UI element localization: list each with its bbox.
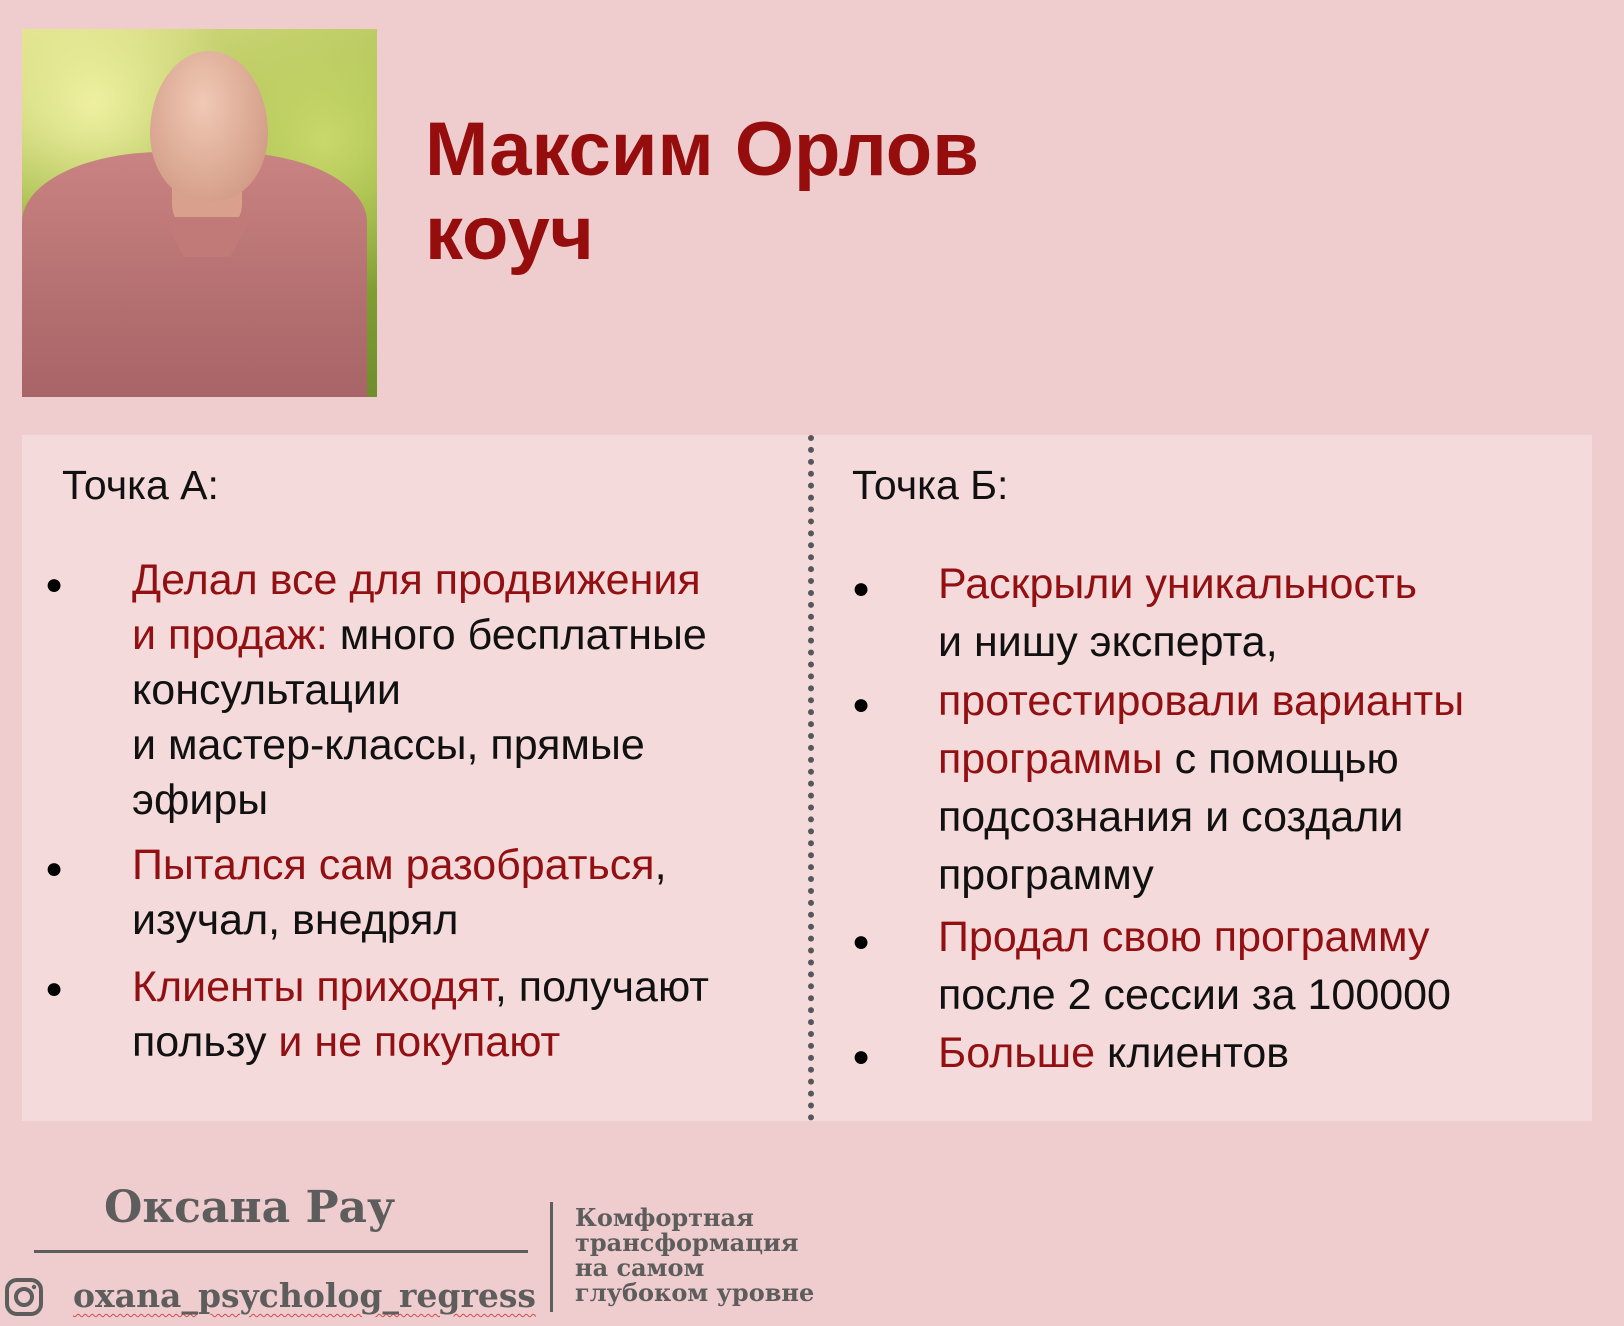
point-b-item-2-red: протестировали варианты: [938, 677, 1465, 725]
footer-divider: [550, 1202, 553, 1312]
tagline-line: на самом: [575, 1253, 705, 1282]
header-block: [425, 108, 979, 276]
bullet-icon: ●: [852, 925, 871, 958]
profile-photo: [22, 29, 377, 397]
column-divider: [808, 435, 814, 1121]
point-b-item-2-black: с помощью: [1162, 735, 1399, 783]
tagline-line: трансформация: [575, 1228, 799, 1257]
point-a-item-1-black: много бесплатные: [327, 611, 707, 659]
point-a-item-2-red: Пытался сам разобраться: [132, 841, 655, 889]
instagram-handle[interactable]: oxana_psycholog_regress: [73, 1276, 536, 1315]
bullet-icon: ●: [852, 688, 871, 721]
point-a-item-3-black: , получают: [494, 963, 709, 1011]
person-role: коуч: [425, 191, 594, 276]
brand-name: Оксана Рау: [104, 1182, 396, 1233]
point-b-item-2: [938, 672, 1464, 904]
point-a-item-3-red: Клиенты приходят: [132, 963, 495, 1011]
tagline: [575, 1205, 814, 1305]
point-b-item-2-line4: программу: [938, 851, 1154, 899]
point-b-item-1-red: Раскрыли уникальность: [938, 560, 1418, 608]
point-b-item-4-black: клиентов: [1095, 1029, 1290, 1077]
point-a-item-3: [132, 960, 709, 1070]
bullet-icon: ●: [852, 1040, 871, 1073]
brand-underline: [34, 1250, 528, 1253]
point-a-item-2: [132, 838, 667, 948]
point-b-item-3-line2: после 2 сессии за 100000: [938, 971, 1451, 1019]
point-a-item-3-line2-black: пользу: [132, 1018, 267, 1066]
point-b-item-2-red2: программы: [938, 735, 1163, 783]
photo-head: [150, 51, 268, 201]
point-b-item-4: [938, 1024, 1289, 1082]
point-a-item-2-black: ,: [654, 841, 667, 889]
point-a-item-1-red2: и продаж:: [132, 611, 328, 659]
point-b-item-1-line2: и нишу эксперта,: [938, 618, 1278, 666]
point-a-item-1: [132, 553, 707, 828]
bullet-icon: ●: [45, 972, 64, 1005]
point-b-item-1: [938, 555, 1417, 671]
point-b-title: Точка Б:: [852, 462, 1009, 508]
instagram-icon[interactable]: [4, 1277, 44, 1317]
point-a-item-3-line2-red: и не покупают: [266, 1018, 561, 1066]
tagline-line: Комфортная: [575, 1203, 754, 1232]
photo-collar: [162, 217, 252, 257]
point-b-item-4-red: Больше: [938, 1029, 1096, 1077]
bullet-icon: ●: [45, 568, 64, 601]
point-b-item-3: [938, 908, 1451, 1024]
tagline-line: глубоком уровне: [575, 1278, 815, 1307]
point-a-title: Точка А:: [62, 462, 219, 508]
point-a-item-1-line5: эфиры: [132, 776, 269, 824]
bullet-icon: ●: [852, 572, 871, 605]
person-name: Максим Орлов: [425, 107, 979, 192]
bullet-icon: ●: [45, 852, 64, 885]
point-b-item-3-red: Продал свою программу: [938, 913, 1430, 961]
point-b-item-2-line3: подсознания и создали: [938, 793, 1404, 841]
point-a-item-2-line2: изучал, внедрял: [132, 896, 459, 944]
point-a-item-1-line4: и мастер-классы, прямые: [132, 721, 645, 769]
point-a-item-1-red: Делал все для продвижения: [132, 556, 701, 604]
point-a-item-1-line3: консультации: [132, 666, 401, 714]
